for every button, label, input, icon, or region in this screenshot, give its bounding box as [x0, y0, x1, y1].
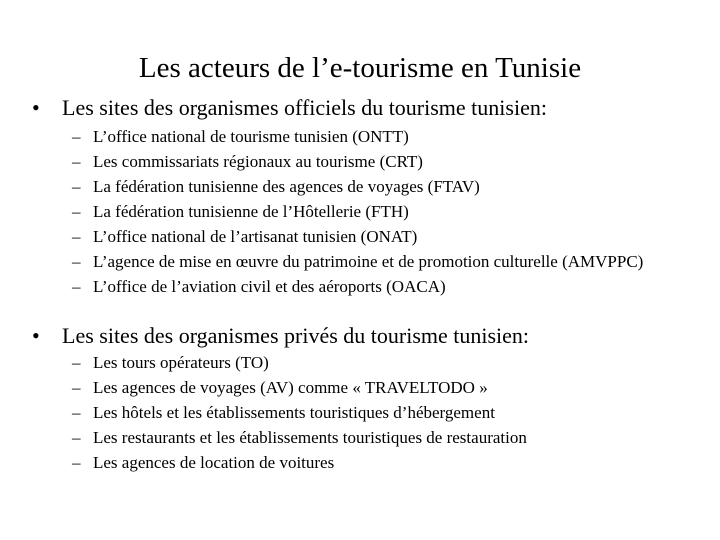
list-item — [72, 124, 672, 149]
list-item — [72, 425, 672, 450]
list-item — [72, 199, 672, 224]
dash-icon: – — [72, 227, 81, 246]
list-item-text: Les tours opérateurs (TO) — [93, 353, 269, 372]
list-item-text: Les commissariats régionaux au tourisme (CRT) — [93, 152, 423, 171]
list-item — [72, 450, 672, 475]
list-item-text: La fédération tunisienne des agences de voyages (FTAV) — [93, 177, 480, 196]
list-item-text: Les restaurants et les établissements touristiques de restauration — [93, 428, 527, 447]
list-item — [72, 224, 672, 249]
list-item-text: L’office national de tourisme tunisien (ONTT) — [93, 127, 409, 146]
slide-title: Les acteurs de l’e-tourisme en Tunisie — [138, 52, 582, 84]
section-heading-text: Les sites des organismes privés du tourisme tunisien: — [62, 323, 530, 348]
bullet-icon: • — [32, 323, 40, 348]
section-heading-text: Les sites des organismes officiels du tourisme tunisien: — [62, 95, 547, 120]
dash-icon: – — [72, 353, 81, 372]
dash-icon: – — [72, 428, 81, 447]
dash-icon: – — [72, 127, 81, 146]
list-item — [72, 249, 672, 274]
dash-icon: – — [72, 403, 81, 422]
list-item-text: La fédération tunisienne de l’Hôtellerie (FTH) — [93, 202, 409, 221]
list-item — [72, 350, 672, 375]
dash-icon: – — [72, 152, 81, 171]
officiels-list — [72, 124, 672, 299]
list-item-text: Les hôtels et les établissements touristiques d’hébergement — [93, 403, 495, 422]
list-item — [72, 375, 672, 400]
list-item-text: L’agence de mise en œuvre du patrimoine et de promotion culturelle (AMVPPC) — [93, 252, 644, 271]
bullet-icon: • — [32, 95, 40, 120]
dash-icon: – — [72, 378, 81, 397]
list-item — [72, 149, 672, 174]
list-item-text: Les agences de voyages (AV) comme « TRAVELTODO » — [93, 378, 488, 397]
dash-icon: – — [72, 252, 81, 271]
prives-list — [72, 350, 672, 475]
dash-icon: – — [72, 177, 81, 196]
list-item — [72, 400, 672, 425]
list-item — [72, 274, 672, 299]
dash-icon: – — [72, 202, 81, 221]
dash-icon: – — [72, 277, 81, 296]
list-item-text: Les agences de location de voitures — [93, 453, 335, 472]
list-item-text: L’office de l’aviation civil et des aéroports (OACA) — [93, 277, 446, 296]
list-item — [72, 174, 672, 199]
dash-icon: – — [72, 453, 81, 472]
list-item-text: L’office national de l’artisanat tunisien (ONAT) — [93, 227, 418, 246]
